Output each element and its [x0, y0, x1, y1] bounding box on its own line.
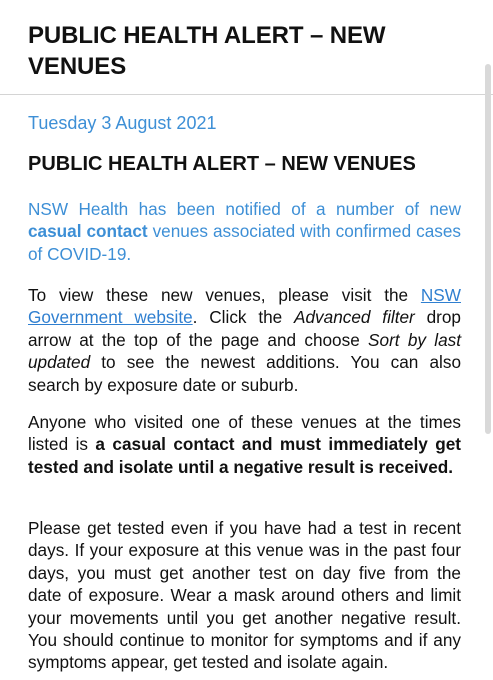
instructions-text-2: . Click the — [192, 307, 295, 328]
advanced-filter-text: Advanced filter — [294, 307, 415, 328]
contact-text: Anyone who visited one of these venues at the times listed is — [28, 412, 461, 455]
intro-text-end: venues associated with confirmed cases of COVID-19. — [28, 221, 461, 264]
contact-paragraph — [28, 411, 461, 478]
sort-by-last-updated-text: Sort by last updated — [28, 329, 461, 373]
instructions-text-3: drop arrow at the top of the page and choose — [28, 307, 461, 350]
page-title: PUBLIC HEALTH ALERT – NEW VENUES — [28, 22, 386, 80]
casual-contact-emphasis: casual contact — [28, 221, 148, 242]
testing-paragraph: Please get tested even if you have had a test in recent days. If your exposure at this venue was in the past four days, you must get another test on day five from the date of exposure. Wear a mask around others and limit your movements until you get another negative result. You should continue to monitor for symptoms and if any symptoms appear, get tested and isolate again. — [28, 518, 461, 673]
article-date: Tuesday 3 August 2021 — [28, 113, 217, 133]
contact-emphasis: a casual contact and must immediately get tested and isolate until a negative result is received. — [28, 434, 461, 477]
header-divider — [0, 94, 493, 95]
intro-text-start: NSW Health has been notified of a number of new — [28, 199, 461, 219]
scrollbar[interactable] — [485, 64, 491, 434]
article-heading: PUBLIC HEALTH ALERT – NEW VENUES — [28, 153, 416, 175]
instructions-paragraph — [28, 284, 461, 396]
instructions-text-1: To view these new venues, please visit the — [28, 285, 421, 305]
nsw-government-website-link[interactable]: NSW Government website — [28, 285, 461, 328]
instructions-text-4: to see the newest additions. You can also search by exposure date or suburb. — [28, 352, 461, 395]
intro-paragraph — [28, 198, 461, 265]
